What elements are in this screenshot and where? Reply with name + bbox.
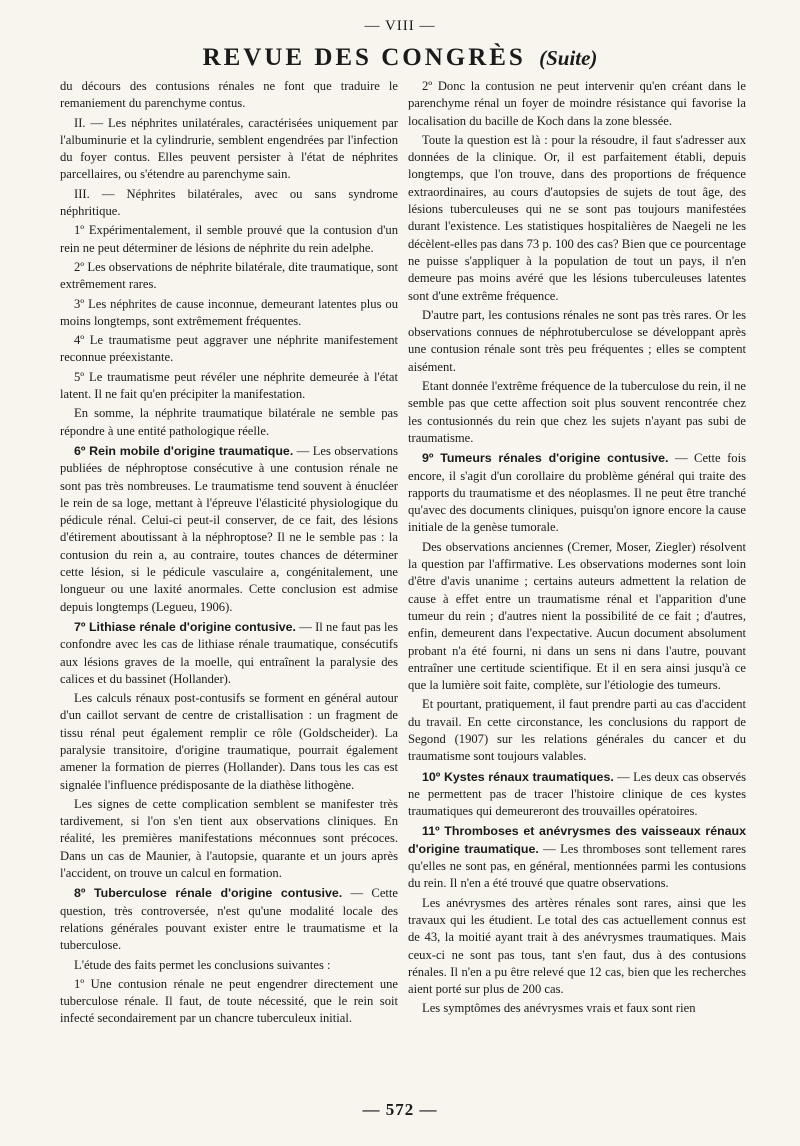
paragraph: Les calculs rénaux post-contusifs se forment en général autour d'un caillot servant de centre de cristallisation : un fragment de tissu rénal peut également remplir ce rôle (Goldscheider). La paralysie transitoire, d'origine traumatique, pourrait également amener la formation de pierres (Hollander). Dans tous les cas est signalée l'influence prédisposante de la diathèse lithogène.: [60, 691, 398, 792]
paragraph: Les deux cas observés ne permettent pas de tracer l'histoire clinique de ces kystes traumatiques qui demeureront des trouvailles opératoires.: [408, 769, 746, 819]
paragraph: En somme, la néphrite traumatique bilatérale ne semble pas répondre à une entité pathologique réelle.: [60, 406, 398, 438]
section-heading: 6º Rein mobile d'origine traumatique.: [74, 443, 294, 458]
page-title: [0, 44, 800, 72]
paragraph: III. — Néphrites bilatérales, avec ou sans syndrome néphritique.: [60, 186, 398, 219]
paragraph: Des observations anciennes (Cremer, Moser, Ziegler) résolvent la question par l'affirmative. Les observations modernes sont loin d'être d'avis unanime ; certains auteurs admettent la relation de cause à effet entre un traumatisme rénal et l'apparition d'une tumeur du rein ; d'autres nient la possibilité de ce fait ; d'autres, enfin, demeurent dans l'expectative. Aucun document absolument probant n'a été fourni, ni dans un sens ni dans l'autre, pouvant entraîner une certitude scientifique. Et il en sera ainsi jusqu'à ce que la lumière soit faite, complète, sur l'étiologie des tumeurs.: [408, 539, 746, 693]
page-title-suffix: (Suite): [539, 46, 598, 70]
page-number: — 572 —: [362, 1100, 438, 1119]
paragraph: Toute la question est là : pour la résoudre, il faut s'adresser aux données de la clinique. Or, il est parfaitement établi, depuis longtemps, que l'on trouve, dans des proportions de fréquence extraordinaires, au cours d'autopsies de sujets de tout âge, des lésions tuberculeuses qui ne se sont pas toujours manifestées durant l'existence. Les statistiques hospitalières de Naegeli ne les décèlent-elles pas dans 73 p. 100 des cas? Bien que ce pourcentage ne puisse s'appliquer à la population de tout un pays, il n'en demeure pas moins avéré que les lésions tuberculeuses latentes sont d'une extrême fréquence.: [408, 132, 746, 303]
section-6: 6º Rein mobile d'origine traumatique. — Les observations publiées de néphroptose consécutive à une contusion rénale ne sont pas très nombreuses. Le traumatisme tend souvent à énucléer le rein de sa loge, mettant à l'épreuve l'élasticité physiologique du pédicule rénal. Celui-ci peut-il conserver, de ce fait, des lésions d'étirement aboutissant à la néphroptose? Il ne le semble pas : la contusion du rein a, au contraire, toutes chances de déterminer cette lésion, si le pédicule vasculaire a, congénitalement, une longueur ou une laxité anormales. Cette conclusion est admise depuis longtemps (Legueu, 1906).: [60, 443, 398, 614]
paragraph: II. — Les néphrites unilatérales, caractérisées uniquement par l'albuminurie et la cylindrurie, semblent engendrées par l'infection du foyer contus. Elles peuvent persister à l'état de néphrites parcellaires, ou s'étendre au parenchyme sain.: [60, 115, 398, 182]
right-column: [408, 78, 746, 1020]
paragraph: Les anévrysmes des artères rénales sont rares, ainsi que les travaux qui les étudient. Le total des cas actuellement connus est de 43, la moitié ayant trait à des anévrysmes traumatiques. Mais ceux-ci ne sont pas tous, tant s'en faut, dus à des contusions rénales. Il n'en a pu être relevé que 12 cas, bien que les recherches aient porté sur plus de 200 cas.: [408, 895, 746, 997]
section-heading: 9º Tumeurs rénales d'origine contusive.: [422, 451, 669, 466]
paragraph: Cette question, très controversée, n'est qu'une modalité locale des relations générales pouvant exister entre le traumatisme et la tuberculose.: [60, 886, 398, 953]
paragraph: L'étude des faits permet les conclusions suivantes :: [74, 957, 331, 972]
section-7: 7º Lithiase rénale d'origine contusive. — Il ne faut pas les confondre avec les cas de lithiase rénale traumatique, consécutifs aux lésions graves de la moelle, qui entraînent la paralysie des calices et du bassinet (Hollander).: [60, 619, 399, 686]
paragraph: 2º Donc la contusion ne peut intervenir qu'en créant dans le parenchyme rénal un foyer de moindre résistance qui favorise la localisation du bacille de Koch dans la zone blessée.: [408, 79, 746, 128]
paragraph: Il ne faut pas les confondre avec les cas de lithiase rénale traumatique, consécutifs aux lésions graves de la moelle, qui entraînent la paralysie des calices et du bassinet (Hollander).: [60, 619, 399, 686]
section-8: 8º Tuberculose rénale d'origine contusive. — Cette question, très controversée, n'est qu'une modalité locale des relations générales pouvant exister entre le traumatisme et la tuberculose.: [60, 886, 398, 953]
paragraph: Et pourtant, pratiquement, il faut prendre parti au cas d'accident du travail. En cette circonstance, les conclusions du rapport de Segond (1907) sur les relations générales du cancer et du traumatisme sont toujours valables.: [408, 697, 746, 764]
paragraph: 5º Le traumatisme peut révéler une néphrite demeurée à l'état latent. Il ne fait qu'en précipiter la manifestation.: [60, 369, 398, 402]
paragraph: 1º Expérimentalement, il semble prouvé que la contusion d'un rein ne peut déterminer de lésions de néphrite du rein adelphe.: [60, 223, 398, 255]
page-section-number: — VIII —: [364, 18, 436, 34]
section-heading: 10º Kystes rénaux traumatiques.: [422, 769, 614, 784]
section-9: 9º Tumeurs rénales d'origine contusive. — Cette fois encore, il s'agit d'un corollaire du problème général qui traite des rapports du traumatisme et des néoplasmes. Il ne peut être tranché qu'avec des documents cliniques, puisqu'on ignore encore la cause initiale de la genèse tumorale.: [408, 451, 747, 535]
section-11: 11º Thromboses et anévrysmes des vaisseaux rénaux d'origine traumatique. — Les thromboses sont tellement rares qu'elles ne sont pas, en général, mentionnées parmi les contusions du rein. Il n'en a été trouvé que quatre observations.: [408, 824, 746, 891]
paragraph: 2º Les observations de néphrite bilatérale, dite traumatique, sont extrêmement rares.: [60, 259, 398, 292]
section-heading: 8º Tuberculose rénale d'origine contusive.: [74, 886, 343, 901]
paragraph: 4º Le traumatisme peut aggraver une néphrite manifestement reconnue préexistante.: [60, 333, 398, 365]
paragraph: 3º Les néphrites de cause inconnue, demeurant latentes plus ou moins longtemps, sont extrêmement fréquentes.: [60, 296, 398, 328]
paragraph: Etant donnée l'extrême fréquence de la tuberculose du rein, il ne semble pas que cette affection soit plus souvent rencontrée chez les contusionnés du rein que chez les sujets n'ayant pas subi de traumatisme.: [408, 379, 746, 445]
section-heading: 7º Lithiase rénale d'origine contusive.: [74, 619, 296, 634]
paragraph: du décours des contusions rénales ne font que traduire le remaniement du parenchyme contus.: [60, 79, 398, 111]
paragraph: Les thromboses sont tellement rares qu'elles ne sont pas, en général, mentionnées parmi les contusions du rein. Il n'en a été trouvé que quatre observations.: [408, 841, 746, 891]
paragraph: D'autre part, les contusions rénales ne sont pas très rares. Or les observations connues de néphrotuberculose se développant après une contusion rénale sont très peu fréquentes ; elles se comptent aisément.: [408, 307, 746, 374]
section-10: 10º Kystes rénaux traumatiques. — Les deux cas observés ne permettent pas de tracer l'histoire clinique de ces kystes traumatiques qui demeureront des trouvailles opératoires.: [408, 769, 746, 819]
paragraph: Les symptômes des anévrysmes vrais et faux sont rien: [422, 1001, 696, 1016]
paragraph: Les observations publiées de néphroptose consécutive à une contusion rénale ne sont pas très nombreuses. Le traumatisme tend souvent à énucléer le rein de sa loge, mettant à l'épreuve l'élasticité physiologique du pédicule rénal. Celui-ci peut-il conserver, de ce fait, des lésions d'étirement aboutissant à la néphroptose? Il ne le semble pas : la contusion du rein a, au contraire, toutes chances de déterminer cette lésion, si le pédicule vasculaire a, congénitalement, une longueur ou une laxité anormales. Cette conclusion est admise depuis longtemps (Legueu, 1906).: [60, 443, 398, 614]
section-heading: 11º Thromboses et anévrysmes des vaisseaux rénaux d'origine traumatique.: [408, 824, 746, 856]
page-title-text: REVUE DES CONGRÈS: [202, 44, 526, 71]
paragraph: Les signes de cette complication semblent se manifester très tardivement, si l'on s'en tient aux observations cliniques. En réalité, les premières manifestations méconnues sont précoces. Dans un cas de Maunier, à l'autopsie, quarante et un jours après l'accident, on trouve un calcul en formation.: [60, 796, 398, 881]
paragraph: Cette fois encore, il s'agit d'un corollaire du problème général qui traite des rapports du traumatisme et des néoplasmes. Il ne peut être tranché qu'avec des documents cliniques, puisqu'on ignore encore la cause initiale de la genèse tumorale.: [408, 451, 747, 535]
paragraph: 1º Une contusion rénale ne peut engendrer directement une tuberculose rénale. Il faut, de toute nécessité, que le rein soit infecté secondairement par un chancre tuberculeux initial.: [60, 976, 398, 1026]
left-column: [60, 78, 398, 1030]
